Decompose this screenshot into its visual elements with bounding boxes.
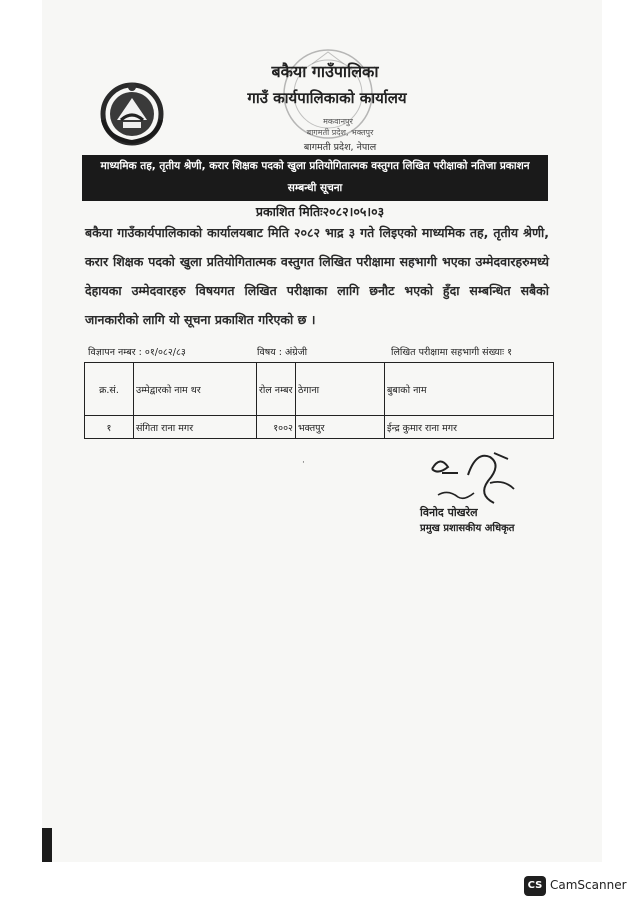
cell-father-name: ईन्द्र कुमार राना मगर (385, 416, 554, 439)
signatory-name: विनोद पोखरेल (420, 506, 478, 519)
cell-roll-number: १००२ (257, 416, 296, 439)
notice-title-line2: सम्बन्धी सूचना (287, 182, 343, 194)
header-address: ठेगाना (296, 363, 385, 416)
header-roll-number: रोल नम्बर (257, 363, 296, 416)
notice-title-line1: माध्यमिक तह, तृतीय श्रेणी, करार शिक्षक पदको खुला प्रतियोगितात्मक वस्तुगत लिखित परीक्षाको नतिजा प्रकाशन (100, 160, 530, 172)
notice-body: बकैया गाउँकार्यपालिकाको कार्यालयबाट मिति २०८२ भाद्र ३ गते लिइएको माध्यमिक तह, तृतीय श्रेणी, करार शिक्षक पदको खुला प्रतियोगितात्मक वस्तुगत लिखित परीक्षामा सहभागी भएका उम्मेदवारहरुमध्ये देहायका उम्मेदवारहरु विषयगत लिखित परीक्षाका लागि छनौट भएको हुँदा सम्बन्धित सबैको जानकारीको लागि यो सूचना प्रकाशित गरिएको छ । (85, 225, 549, 327)
cell-candidate-name: संगिता राना मगर (134, 416, 257, 439)
office-name: गाउँ कार्यपालिकाको कार्यालय (247, 89, 407, 107)
org-name: बकैया गाउँपालिका (271, 62, 379, 81)
stamp-text-province: बागमती प्रदेश, भक्तपुर (306, 128, 374, 137)
signatory-title: प्रमुख प्रशासकीय अधिकृत (420, 523, 515, 534)
notice-title-banner (82, 155, 548, 201)
nepal-emblem-icon (97, 80, 167, 146)
subject: विषय : अंग्रेजी (257, 347, 308, 358)
table-row (85, 416, 554, 439)
cell-address: भक्तपुर (296, 416, 385, 439)
results-table (84, 362, 554, 439)
camscanner-logo: CS (524, 876, 546, 896)
header-father-name: बुबाको नाम (385, 363, 554, 416)
province-address: बागमती प्रदेश, नेपाल (303, 142, 377, 153)
advertisement-number: विज्ञापन नम्बर : ०१/०८२/८३ (88, 347, 186, 358)
camscanner-watermark: CamScanner (550, 878, 627, 892)
stray-mark: · (302, 458, 305, 468)
published-date: प्रकाशित मितिः२०८२।०५।०३ (255, 204, 385, 219)
stamp-text-district: मकवानपुर (323, 117, 353, 126)
participant-count: लिखित परीक्षामा सहभागी संख्याः १ (391, 347, 513, 358)
header-candidate-name: उम्मेद्वारको नाम थर (134, 363, 257, 416)
table-header-row (85, 363, 554, 416)
scan-edge-shadow (42, 828, 52, 862)
header-serial: क्र.सं. (85, 363, 134, 416)
cell-serial: १ (85, 416, 134, 439)
